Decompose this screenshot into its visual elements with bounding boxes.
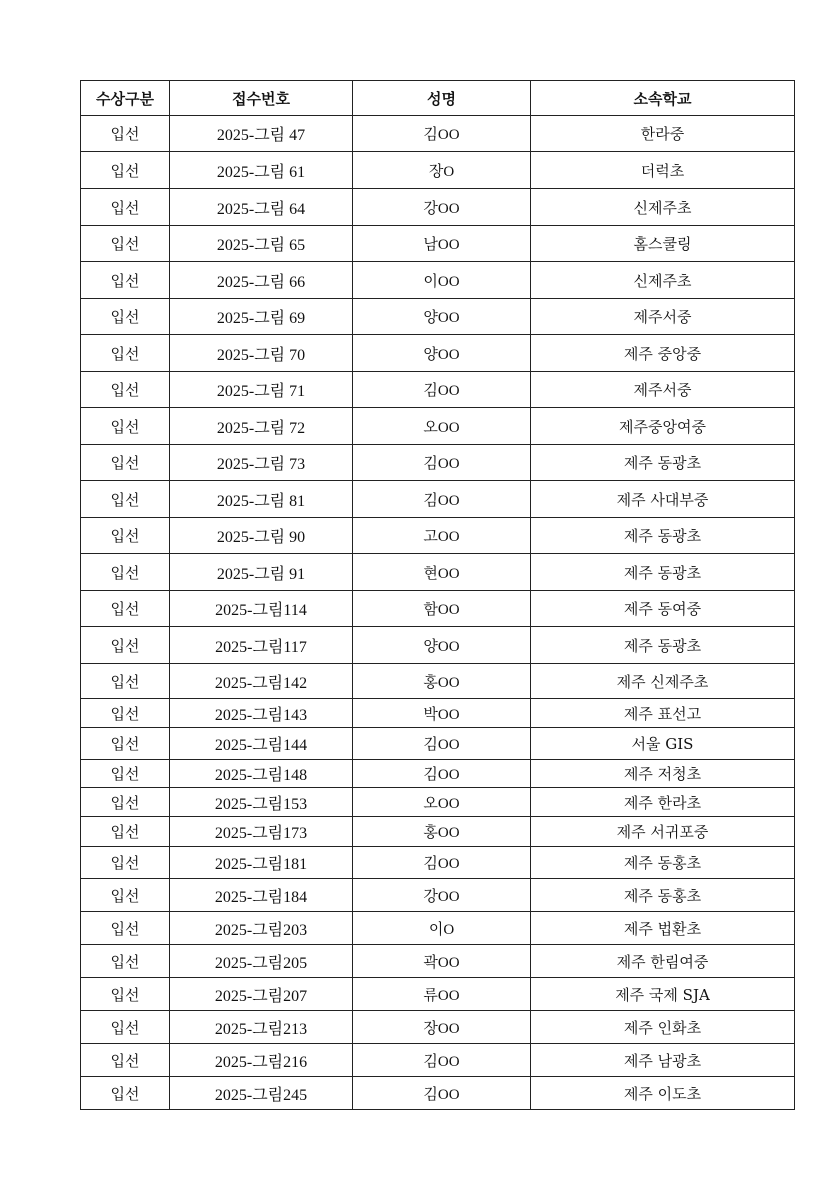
cell-school: 제주 동광초 [531,554,795,591]
cell-category: 입선 [81,699,170,728]
cell-school: 제주 동광초 [531,518,795,554]
table-row [81,408,795,445]
header-name: 성명 [353,81,531,116]
cell-school: 제주서중 [531,372,795,408]
cell-school: 제주 법환초 [531,912,795,945]
cell-name: 홍OO [353,817,531,847]
cell-code: 2025-그림142 [170,664,353,699]
table-row [81,728,795,760]
cell-name: 고OO [353,518,531,554]
cell-school: 제주 저청초 [531,760,795,788]
cell-category: 입선 [81,299,170,335]
cell-name: 양OO [353,299,531,335]
table-header-row [81,81,795,116]
cell-name: 김OO [353,728,531,760]
table-row [81,554,795,591]
cell-code: 2025-그림245 [170,1077,353,1110]
cell-name: 강OO [353,189,531,226]
header-school: 소속학교 [531,81,795,116]
table-row [81,262,795,299]
cell-code: 2025-그림173 [170,817,353,847]
cell-code: 2025-그림144 [170,728,353,760]
header-category: 수상구분 [81,81,170,116]
award-results-table [80,80,795,1110]
table-body [81,116,795,1110]
cell-category: 입선 [81,1077,170,1110]
table-row [81,299,795,335]
cell-name: 함OO [353,591,531,627]
table-row [81,445,795,481]
cell-code: 2025-그림114 [170,591,353,627]
cell-category: 입선 [81,912,170,945]
cell-school: 제주 중앙중 [531,335,795,372]
table-row [81,945,795,978]
table-row [81,189,795,226]
cell-school: 제주 동홍초 [531,879,795,912]
cell-category: 입선 [81,481,170,518]
cell-category: 입선 [81,408,170,445]
cell-school: 제주 한림여중 [531,945,795,978]
cell-name: 오OO [353,408,531,445]
cell-name: 장O [353,152,531,189]
table-row [81,879,795,912]
cell-name: 현OO [353,554,531,591]
cell-category: 입선 [81,760,170,788]
cell-name: 김OO [353,847,531,879]
cell-school: 신제주초 [531,189,795,226]
cell-code: 2025-그림 70 [170,335,353,372]
cell-school: 제주 동홍초 [531,847,795,879]
cell-category: 입선 [81,189,170,226]
cell-code: 2025-그림153 [170,788,353,817]
table-row [81,760,795,788]
cell-code: 2025-그림117 [170,627,353,664]
cell-category: 입선 [81,152,170,189]
cell-name: 이OO [353,262,531,299]
cell-name: 이O [353,912,531,945]
table-row [81,912,795,945]
table-row [81,335,795,372]
cell-category: 입선 [81,847,170,879]
cell-category: 입선 [81,1044,170,1077]
cell-name: 류OO [353,978,531,1011]
cell-name: 장OO [353,1011,531,1044]
table-row [81,1077,795,1110]
cell-code: 2025-그림 91 [170,554,353,591]
cell-name: 양OO [353,335,531,372]
cell-code: 2025-그림181 [170,847,353,879]
cell-code: 2025-그림 81 [170,481,353,518]
cell-school: 한라중 [531,116,795,152]
cell-category: 입선 [81,372,170,408]
cell-name: 김OO [353,481,531,518]
cell-code: 2025-그림148 [170,760,353,788]
cell-school: 제주중앙여중 [531,408,795,445]
cell-code: 2025-그림143 [170,699,353,728]
cell-name: 홍OO [353,664,531,699]
cell-category: 입선 [81,1011,170,1044]
cell-category: 입선 [81,518,170,554]
table-row [81,664,795,699]
cell-code: 2025-그림 66 [170,262,353,299]
table-row [81,627,795,664]
cell-category: 입선 [81,817,170,847]
table-row [81,1044,795,1077]
cell-name: 김OO [353,1044,531,1077]
cell-code: 2025-그림205 [170,945,353,978]
cell-school: 제주 표선고 [531,699,795,728]
cell-school: 제주서중 [531,299,795,335]
table-row [81,788,795,817]
table-row [81,591,795,627]
header-code: 접수번호 [170,81,353,116]
cell-code: 2025-그림 65 [170,226,353,262]
cell-category: 입선 [81,664,170,699]
cell-category: 입선 [81,262,170,299]
cell-name: 오OO [353,788,531,817]
cell-code: 2025-그림 61 [170,152,353,189]
cell-code: 2025-그림 64 [170,189,353,226]
cell-category: 입선 [81,945,170,978]
cell-category: 입선 [81,591,170,627]
cell-school: 제주 국제 SJA [531,978,795,1011]
table-row [81,481,795,518]
cell-code: 2025-그림207 [170,978,353,1011]
table-row [81,978,795,1011]
cell-category: 입선 [81,116,170,152]
cell-school: 더럭초 [531,152,795,189]
cell-code: 2025-그림203 [170,912,353,945]
cell-school: 제주 남광초 [531,1044,795,1077]
table-row [81,847,795,879]
cell-name: 김OO [353,372,531,408]
cell-category: 입선 [81,554,170,591]
cell-name: 김OO [353,1077,531,1110]
cell-name: 김OO [353,760,531,788]
table-row [81,116,795,152]
cell-school: 제주 동광초 [531,445,795,481]
cell-code: 2025-그림 73 [170,445,353,481]
table-row [81,817,795,847]
cell-code: 2025-그림 71 [170,372,353,408]
table-row [81,226,795,262]
cell-category: 입선 [81,879,170,912]
cell-name: 김OO [353,116,531,152]
cell-category: 입선 [81,627,170,664]
cell-name: 김OO [353,445,531,481]
cell-name: 남OO [353,226,531,262]
cell-category: 입선 [81,788,170,817]
table-row [81,699,795,728]
table-row [81,152,795,189]
cell-school: 제주 인화초 [531,1011,795,1044]
cell-category: 입선 [81,978,170,1011]
cell-code: 2025-그림216 [170,1044,353,1077]
cell-school: 제주 이도초 [531,1077,795,1110]
cell-school: 서울 GIS [531,728,795,760]
cell-category: 입선 [81,335,170,372]
cell-category: 입선 [81,226,170,262]
cell-school: 신제주초 [531,262,795,299]
cell-school: 제주 서귀포중 [531,817,795,847]
cell-code: 2025-그림213 [170,1011,353,1044]
cell-code: 2025-그림 90 [170,518,353,554]
cell-school: 제주 신제주초 [531,664,795,699]
table-row [81,518,795,554]
cell-school: 홈스쿨링 [531,226,795,262]
cell-name: 강OO [353,879,531,912]
cell-school: 제주 한라초 [531,788,795,817]
cell-school: 제주 동광초 [531,627,795,664]
cell-code: 2025-그림 69 [170,299,353,335]
cell-code: 2025-그림 72 [170,408,353,445]
cell-category: 입선 [81,445,170,481]
cell-school: 제주 사대부중 [531,481,795,518]
cell-name: 곽OO [353,945,531,978]
cell-category: 입선 [81,728,170,760]
cell-school: 제주 동여중 [531,591,795,627]
cell-code: 2025-그림 47 [170,116,353,152]
cell-code: 2025-그림184 [170,879,353,912]
table-row [81,1011,795,1044]
cell-name: 양OO [353,627,531,664]
cell-name: 박OO [353,699,531,728]
table-row [81,372,795,408]
